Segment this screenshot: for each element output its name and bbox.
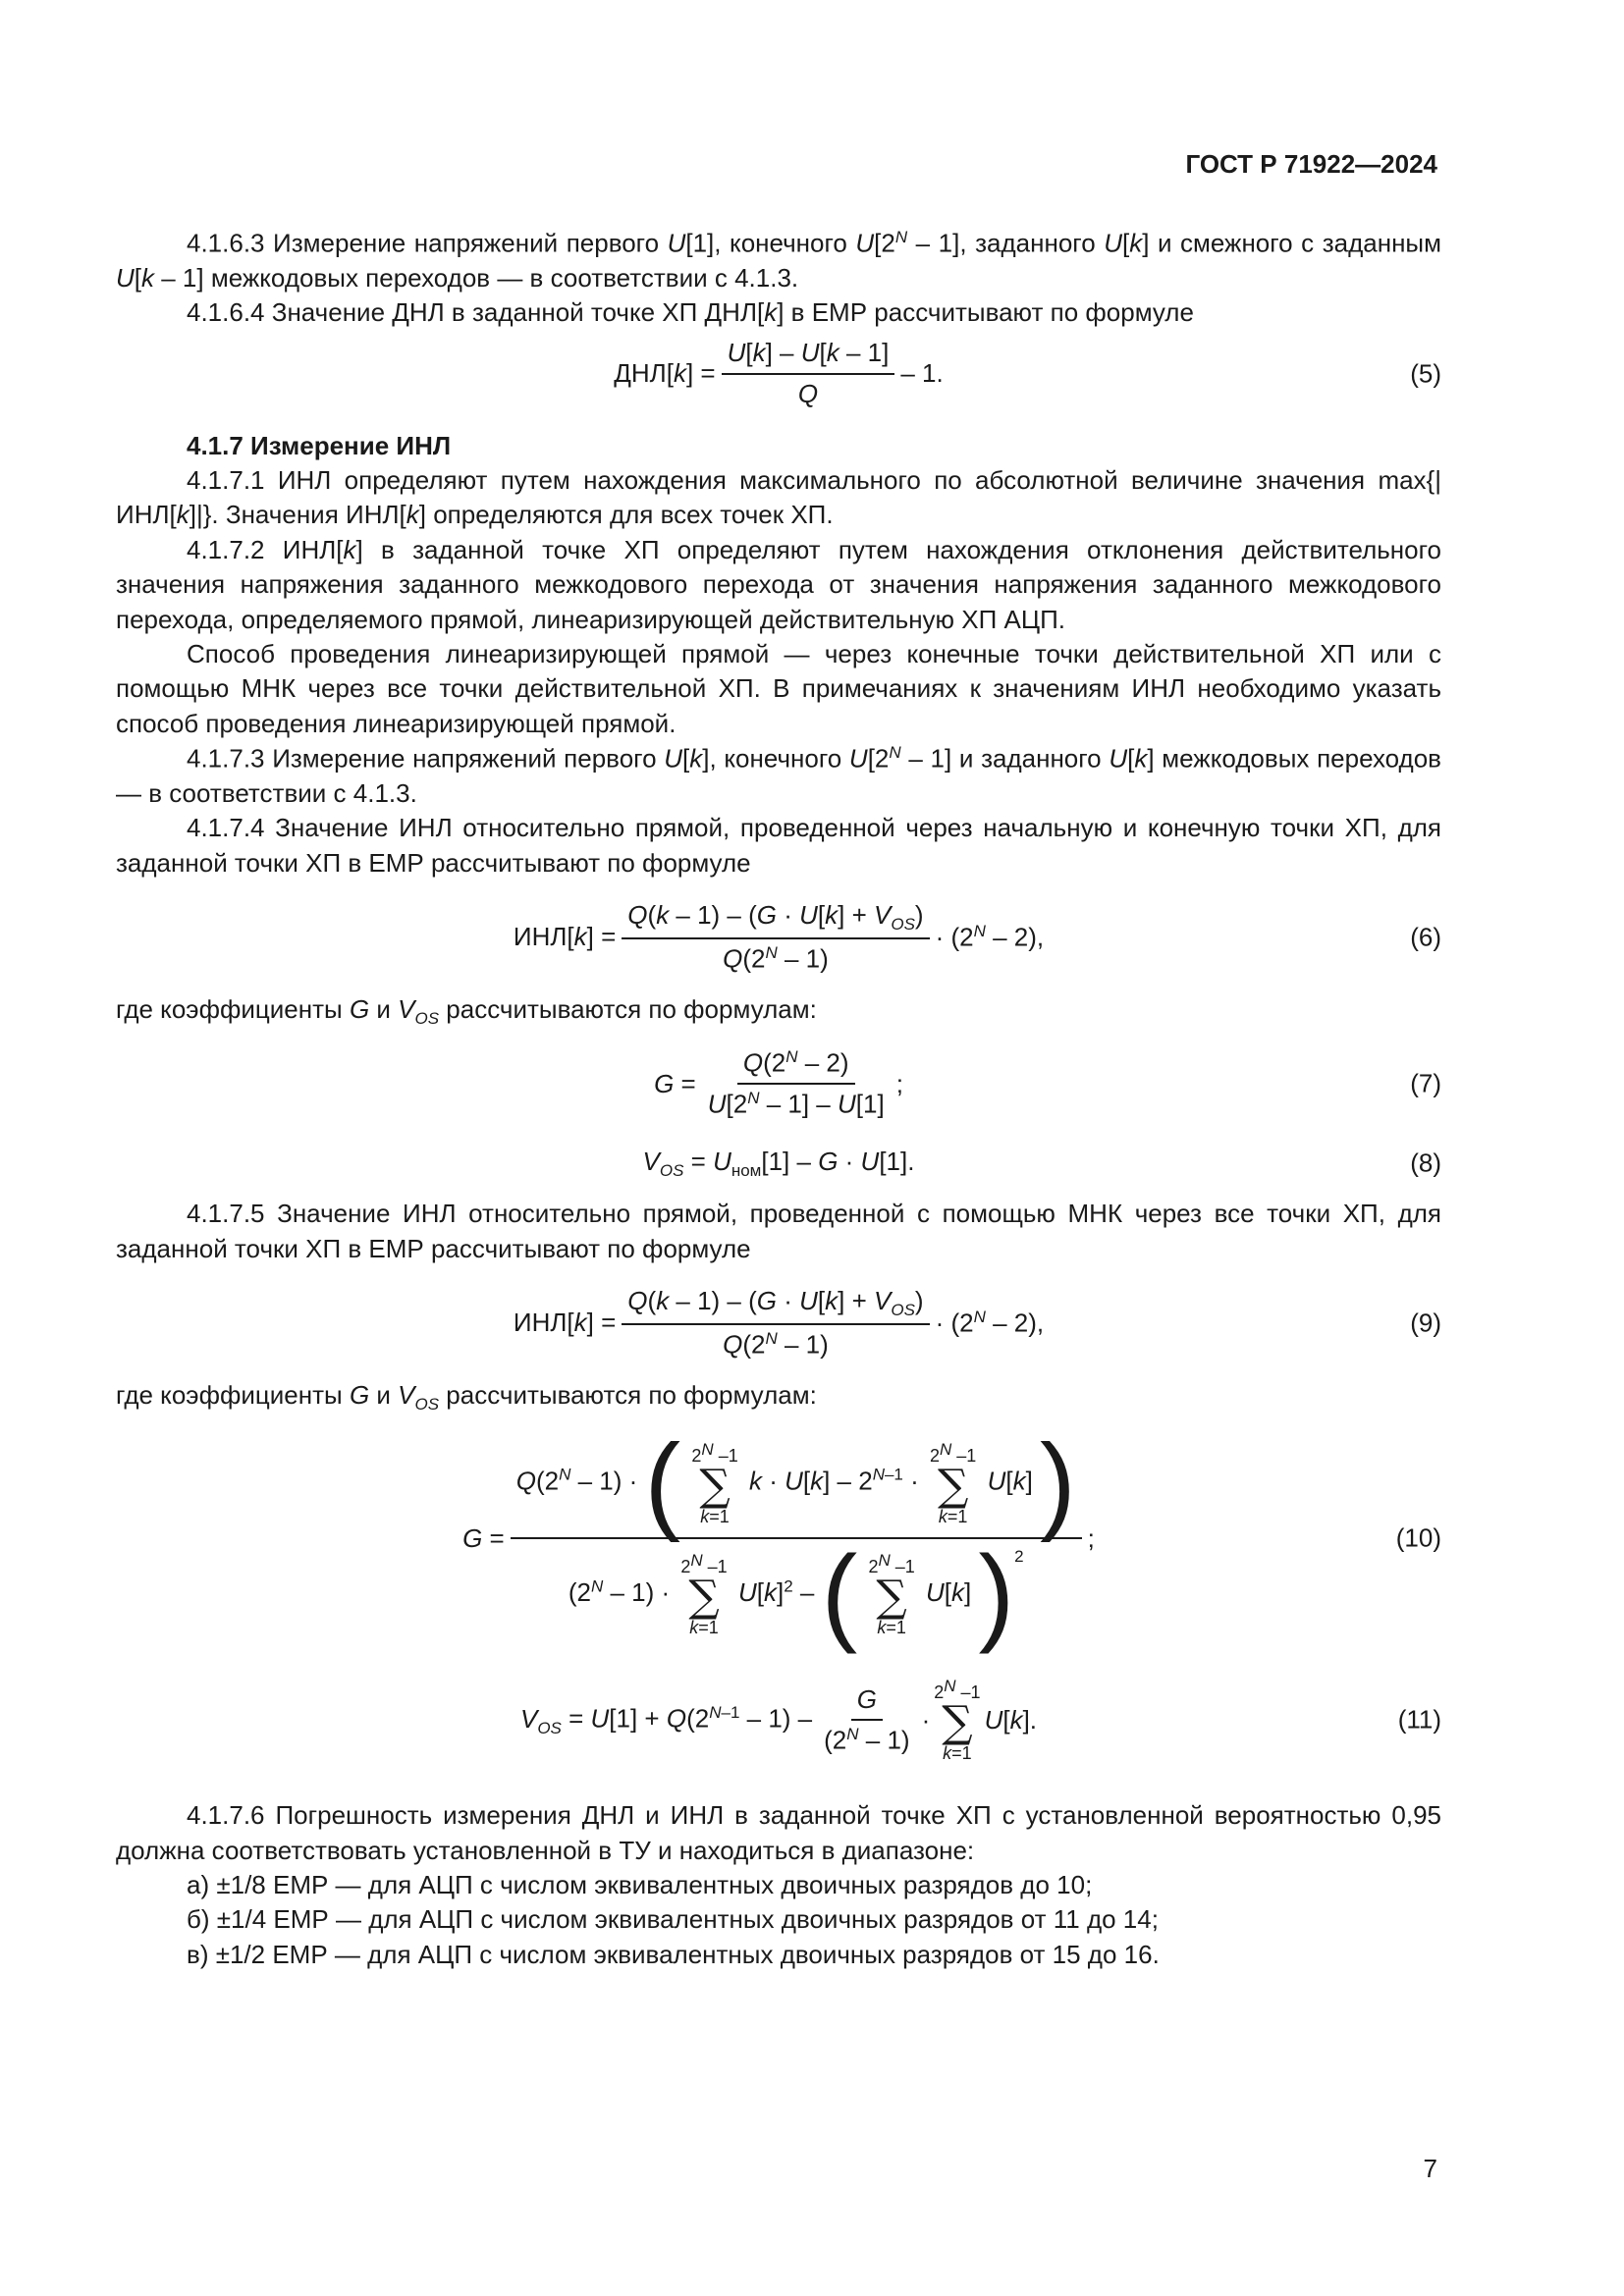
paragraph-4-1-7-4: 4.1.7.4 Значение ИНЛ относительно прямой, проведенной через начальную и конечную точки ХП, для заданной точки ХП в ЕМР рассчитывают по формуле bbox=[116, 813, 1441, 878]
list-item: в) ±1/2 ЕМР — для АЦП с числом эквивалентных двоичных разрядов от 15 до 16. bbox=[187, 1939, 1160, 1969]
list-item: а) ±1/8 ЕМР — для АЦП с числом эквивалентных двоичных разрядов до 10; bbox=[187, 1870, 1093, 1900]
formula-number: (9) bbox=[1410, 1308, 1441, 1338]
formula-8: $V_{OS} = U_{ном}[1] - G \cdot U[1]$. (8) bbox=[642, 1147, 1441, 1181]
formula-number: (7) bbox=[1410, 1068, 1441, 1098]
paragraph-method: Способ проведения линеаризирующей прямой — через конечные точки действительной ХП или с помощью МНК через все точки действительной ХП. В примечаниях к значениям ИНЛ необходимо указать способ проведения линеаризирующей прямой. bbox=[116, 638, 1441, 738]
page-content bbox=[116, 226, 1441, 1972]
formula-11: $V_{OS} = U[1] + Q(2^{N-1} - 1)$ – $\frac{G}{(2^N - 1)}$ · $2^N$ –1 ∑ k=1 U[k]. (11) bbox=[519, 1677, 1441, 1764]
paragraph-4-1-7-6: 4.1.7.6 Погрешность измерения ДНЛ и ИНЛ в заданной точке ХП с установленной вероятностью 0,95 должна соответствовать установленной в ТУ и находиться в диапазоне: bbox=[116, 1800, 1441, 1865]
formula-5: ДНЛ[k] = $\frac{U[k] - U[k - 1]}{Q}$ – 1. (5) bbox=[614, 338, 1441, 408]
list-item: б) ±1/4 ЕМР — для АЦП с числом эквивалентных двоичных разрядов от 11 до 14; bbox=[187, 1904, 1159, 1935]
section-heading-4-1-7: 4.1.7 Измерение ИНЛ bbox=[187, 430, 452, 460]
paragraph-4-1-7-3: 4.1.7.3 Измерение напряжений первого U[k], конечного $U[2^N - 1]$ и заданного U[k] межкодовых переходов — в соответствии с 4.1.3. bbox=[116, 742, 1441, 808]
formula-9: ИНЛ[k] = $\frac{Q(k - 1) - (G \cdot U[k] + V_{OS})}{Q(2^N - 1)}$ · $(2^N - 2)$, (9) bbox=[513, 1285, 1441, 1360]
formula-number: (6) bbox=[1410, 922, 1441, 952]
formula-number: (11) bbox=[1397, 1704, 1441, 1735]
paragraph-4-1-7-2: 4.1.7.2 ИНЛ[k] в заданной точке ХП определяют путем нахождения отклонения действительного значения напряжения заданного межкодового перехода от значения напряжения заданного межкодового перехода, определяемого прямой, линеаризирующей действительную ХП АЦП. bbox=[116, 534, 1442, 634]
formula-6: ИНЛ[k] = $\frac{Q(k - 1) - (G \cdot U[k] + V_{OS})}{Q(2^N - 1)}$ · $(2^N - 2)$, (6) bbox=[513, 899, 1441, 974]
formula-10: G = $Q(2^N - 1)$ · ( $2^N$ –1 ∑ k=1 $k \cdot U[k] - 2^{N-1}$ · $2^N$ –1 ∑ k=1 U[k] ) $(2^N - 1)$ · $2^N$ –1 ∑ k=1 $U[k]^2$ – ( $2^N$ –1 ∑ k=1 U[k] )$^2$ ; (10) bbox=[462, 1422, 1441, 1655]
standard-header: ГОСТ Р 71922—2024 bbox=[1185, 149, 1437, 179]
formula-number: (8) bbox=[1410, 1148, 1441, 1178]
paragraph-where-1: где коэффициенты G и $V_{OS}$ рассчитываются по формулам: bbox=[116, 994, 817, 1029]
paragraph-4-1-7-1: 4.1.7.1 ИНЛ определяют путем нахождения максимального по абсолютной величине значения max{|ИНЛ[k]|}. Значения ИНЛ[k] определяются для всех точек ХП. bbox=[116, 465, 1441, 530]
page-number: 7 bbox=[1423, 2154, 1437, 2183]
paragraph-4-1-6-4: 4.1.6.4 Значение ДНЛ в заданной точке ХП ДНЛ[k] в ЕМР рассчитывают по формуле bbox=[187, 297, 1194, 328]
formula-number: (5) bbox=[1410, 358, 1441, 389]
paragraph-4-1-6-3: 4.1.6.3 Измерение напряжений первого U[1], конечного $U[2^N - 1]$, заданного U[k] и смежного с заданным U[k – 1] межкодовых переходов — в соответствии с 4.1.3. bbox=[116, 228, 1441, 294]
paragraph-where-2: где коэффициенты G и $V_{OS}$ рассчитываются по формулам: bbox=[116, 1380, 817, 1415]
formula-number: (10) bbox=[1395, 1522, 1441, 1553]
paragraph-4-1-7-5: 4.1.7.5 Значение ИНЛ относительно прямой, проведенной с помощью МНК через все точки ХП, для заданной точки ХП в ЕМР рассчитывают по формуле bbox=[116, 1199, 1441, 1263]
formula-7: G = $\frac{Q(2^N - 2)}{U[2^N - 1] - U[1]}$ ; (7) bbox=[654, 1047, 1441, 1120]
